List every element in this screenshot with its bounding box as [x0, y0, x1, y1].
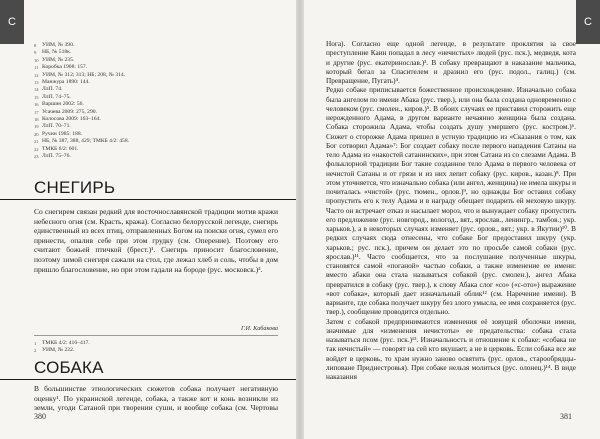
footnote-item [34, 79, 154, 86]
footnote-item [34, 42, 154, 49]
footnote-item [34, 131, 154, 138]
footnote-item [34, 116, 154, 123]
footnote-number: 12 [34, 72, 39, 78]
footnotes-top [34, 42, 154, 161]
footnote-number: 8 [34, 43, 37, 48]
heading-sobaka [0, 358, 296, 380]
section-text: В большинстве этиологических сюжетов собака получает негативную оценку¹. По украинской легенде, собака, а также кот и конь возникли из земли, угоди Сатаной при творении суши, и вообще собака (см. Чертовы [34, 384, 278, 412]
footnote-number: 23 [34, 154, 39, 160]
heading-snegir [0, 178, 296, 200]
footnote-item [34, 123, 154, 130]
letter-tab: С [576, 0, 600, 44]
footnote-text: УИМ, № 222. [42, 347, 75, 354]
body-text: Нога). Согласно еще одной легенде, в результате проклятия за свое преступление Каин попадал в лесу «нечистых» людей (рус. пск.), медведя, кота и другие (рус. екатеринослав.)³. В собаку превращают в наказание мальчика, который бегал за Спасителем и дразнил его (рус. подол., галиц.) (см. Превращение, Пугать)⁴. Редко собаке приписывается божественное происхождение. Изначально собака была ангелом по имени Абака (рус. твер.), или она была создана одновременно с человеком (рус. смолен., киров.)⁵. В обоих случаях ее приставил сторожить еще нерожденного Адама, в другом варианте нечаянно женщина была создана. Собака сторожила Адама, чтобы создать душу умершего (рус. костром.)⁶. Сюжет о сторожке Адама пришел в устную традицию из «Сказания о том, как Бог сотворил Адама»⁷: Бог создает собаку после первого нападения Сатаны на тело Адама из «накостей сатанинских», при этом Сатана из со слезами Адама. В фольклорной традиции Бог такие созданное тело Адама в первого человека от нечистой Сатаны и от грязи и из них лепит собаку (рус. киров., казан.)⁸. При этом уточняется, что изначально собака (или ангел, женщина) не имела шкуры и почиталась «чистой» (рус. тюмен., орлов.)⁹, но однажды Бог оставил собаку пропустить его к телу Адама и в награду обещает подарить ей меховую шкуру. Часто он встречает отказ и насылает мороз, что и вынуждает собаку пропустить его предложение (рус. новгород., вологод., вят., ярослав., ленингр., тамбов.; укр. харьков.), а в некоторых случаях изменяет (рус. орлов., вят.; укр. в Якутии)¹⁰. В редких случаях сюда отнесены, что собаке Бог предоставил шкуру (укр. харьков.; рус. пск.), причем он делает это по просьбе самой собаки (рус. ярослав.)¹¹. Часто сообщается, что за послушание полученные шкуры, становятся самой «поганой» частью собаки, а также изменение ее имени: вместо абаки она стала называться собакой (рус. смолен.), ангел Абака превратился в собаку (рус. твер.), к слову Абака слог «со» («с-ото») выражение «вот собака», который дает изначальный облик¹² (см. Наречение имени). В варианте, где собака получает шкуру без злого умысла, ее имя сохраняется (рус. твер.), сообщение проводится отдельно. Затем с собакой предпринимаются изменения её зовущей оболочки имени, значимые для «изменения нечистоты» ее предательства: собака стала называться псом (рус. пск.)¹³. Изначальность и отношение к собаке: «собака не так нечистый» — говорят на сей кто вкушает, а не в церковь. Если собака все же войдет в церковь, то храм нужно заново освятить (рус. орлов., старообрядцы-липоване Приднестровья). При собаке нельзя молиться (рус. олонец.)¹⁴. В виде наказания [326, 40, 576, 381]
heading-rule [0, 199, 296, 200]
footnote-number: 18 [34, 117, 39, 123]
right-page [304, 0, 600, 439]
footnote-number: 19 [34, 124, 39, 130]
footnote-text: Варшин 2002: 56. [42, 101, 84, 108]
footnote-item [34, 72, 154, 79]
letter-tab: С [0, 0, 24, 44]
heading-rule [0, 379, 296, 380]
footnote-item [34, 94, 154, 101]
footnote-text: ЛлП. 75–76. [42, 153, 71, 160]
footnote-text: Колосова 2009: 163–164. [42, 116, 101, 123]
left-page [0, 0, 296, 439]
footnote-text: Ручин 1985: 188. [42, 130, 83, 137]
footnote-text: УИМ, № 312; 313; НБ; 208, № 314. [42, 71, 126, 78]
page-number: 381 [560, 412, 572, 421]
footnote-text: ЛлП. 74–75. [42, 93, 71, 100]
footnote-number: 11 [34, 65, 39, 71]
footnote-number: 17 [34, 109, 39, 115]
footnote-item [34, 49, 154, 56]
footnote-text: ЛлП. 74. [42, 86, 63, 93]
footnote-text: Коробка 1908: 157. [42, 64, 88, 71]
footnote-number: 2 [34, 348, 37, 354]
footnote-item [34, 146, 154, 153]
footnote-item [34, 64, 154, 71]
footnote-text: Усачева 2009: 275, 290. [42, 108, 97, 115]
book-gutter [296, 0, 304, 439]
section-title: СНЕГИРЬ [34, 178, 116, 197]
author-signature: Г.И. Кабакова [240, 325, 278, 332]
section-title: СОБАКА [34, 358, 104, 377]
footnote-number: 21 [34, 139, 39, 145]
footnote-number: 1 [34, 341, 37, 346]
footnote-text: Манжура 1890: 144. [42, 79, 90, 86]
footnote-text: ТМКБ 4/2: 416–417. [42, 340, 90, 346]
footnote-number: 15 [34, 94, 39, 100]
footnote-number: 22 [34, 146, 39, 152]
footnote-number: 20 [34, 131, 39, 137]
footnote-text: ТМКБ 6/2: 601. [42, 145, 79, 152]
footnote-number: 14 [34, 87, 39, 93]
footnote-text: УИМ, № 390. [42, 42, 75, 48]
footnotes-mid [34, 340, 154, 355]
footnote-item [34, 109, 154, 116]
page-number: 380 [34, 412, 46, 421]
section-text: Со снегирем связан редкий для восточнославянской традиции мотив кражи небесного огня (см. Красть, кража). Согласно белорусской легенде, снегирь единственный из всех птиц, отправленных Богом на поиски огня, сумел его принести, опалив себе при этом грудку (см. Оперение). Поэтому его считают божьей птичкой (брест.)¹. Снегирь приносит благословение, поэтому зимой снегиря сажали на стол, где лежал хлеб и соль, чтобы в дом пришло благословение, но при этом гадали на бороде (рус. московск.)². [34, 207, 278, 274]
footnote-item [34, 153, 154, 160]
footnote-item [34, 86, 154, 93]
footnote-item [34, 101, 154, 108]
footnote-number: 9 [34, 50, 37, 56]
footnote-item [34, 340, 154, 347]
footnote-number: 10 [34, 57, 39, 63]
footnote-item [34, 138, 154, 145]
footnote-number: 13 [34, 80, 39, 86]
footnote-number: 16 [34, 102, 39, 108]
footnote-text: НБ, № 387, 388, 429; ТМКБ 4/2: 458. [42, 138, 130, 145]
footnote-text: УИМ, № 235. [42, 56, 75, 63]
footnote-item [34, 347, 154, 354]
footnote-rule [34, 335, 278, 336]
footnote-text: ЛлП. 70–71. [42, 123, 71, 130]
footnote-text: НБ, № 518к. [42, 49, 72, 56]
